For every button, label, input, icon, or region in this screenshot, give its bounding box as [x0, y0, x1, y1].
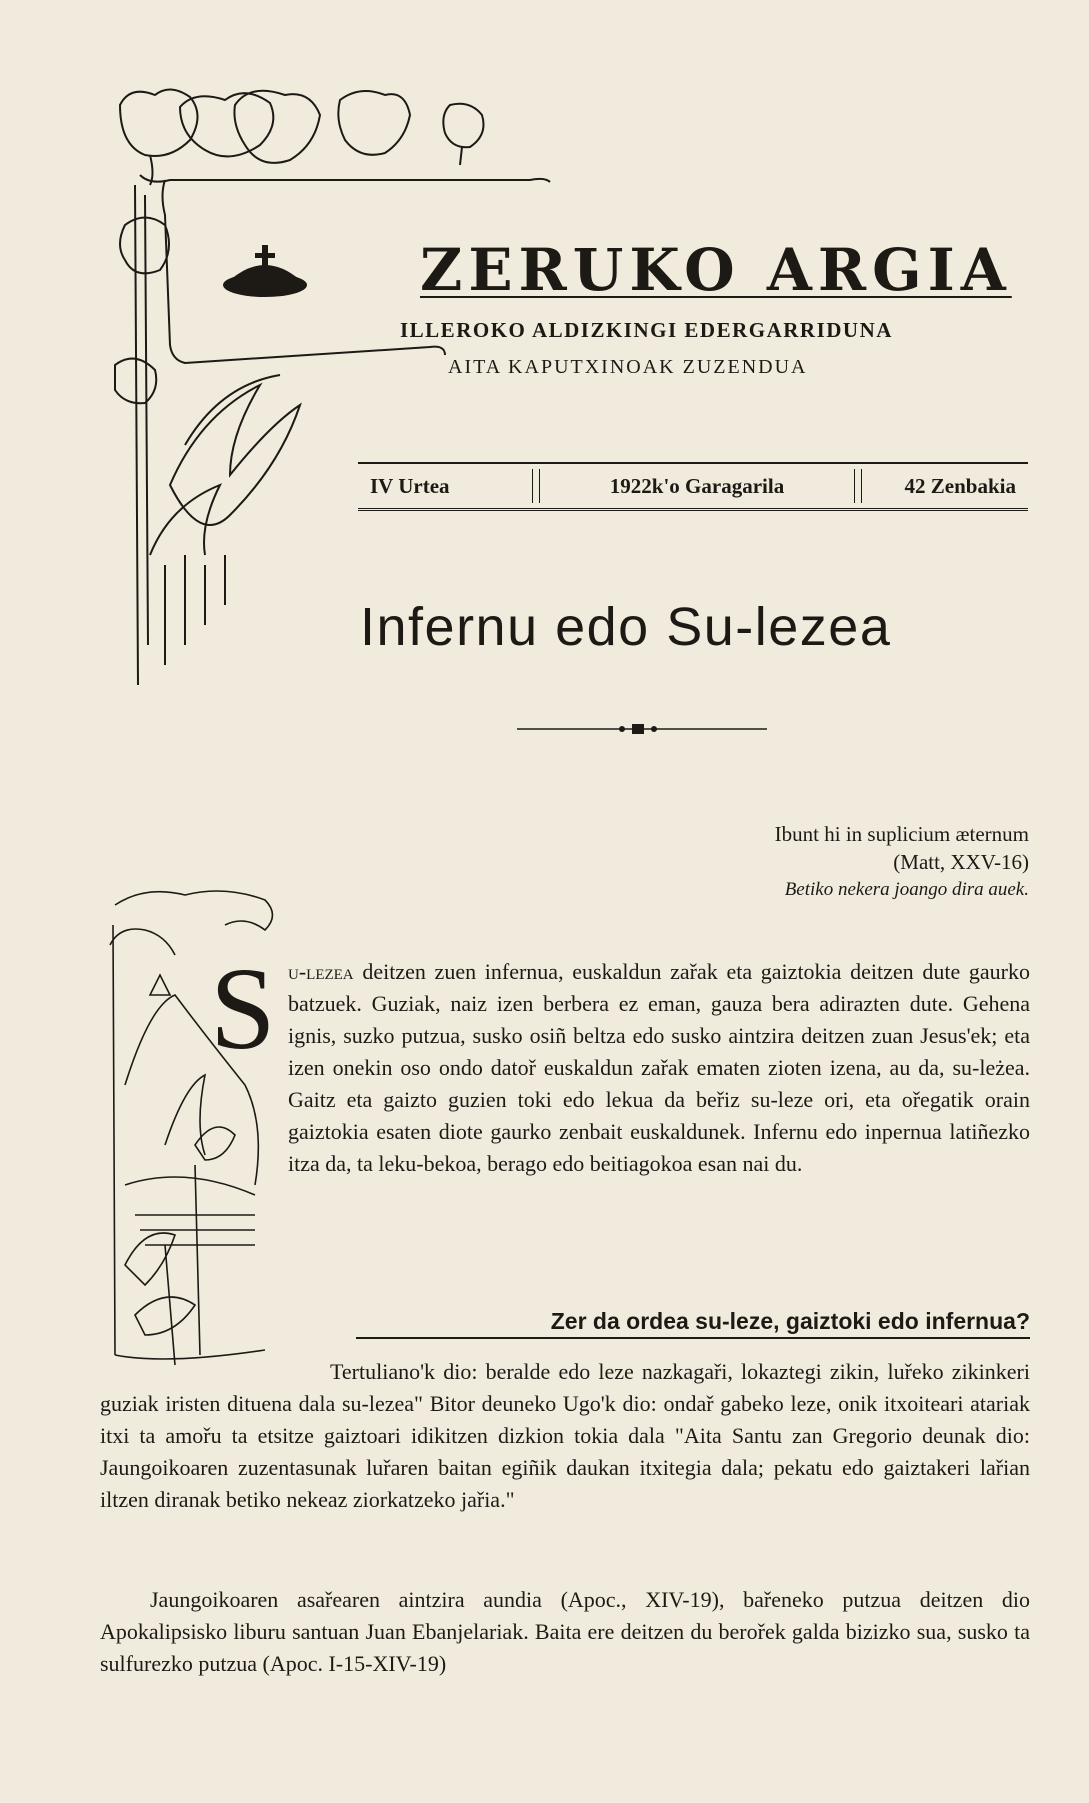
epigraph-latin: Ibunt hi in suplicium æternum — [774, 822, 1029, 846]
title-divider — [517, 722, 767, 736]
magazine-subtitle: ILLEROKO ALDIZKINGI EDERGARRIDUNA — [400, 318, 893, 342]
epigraph-reference: (Matt, XXV-16) — [893, 850, 1029, 874]
lamp-emblem-icon — [223, 245, 307, 297]
magazine-editors: AITA KAPUTXINOAK ZUZENDUA — [448, 356, 808, 378]
issue-divider — [854, 469, 862, 503]
paragraph-2: Jaungoikoaren asařearen aintzira aundia (Apoc., XIV-19), bařeneko putzua deitzen dio Apokalipsisko liburu santuan Juan Ebanjelariak. Baita ere deitzen du berořek galda bizizko sua, susko ta sulfurezko putzua (Apoc. I-15-XIV-19) — [100, 1587, 1030, 1676]
intro-text: deitzen zuen infernua, euskaldun zařak eta gaiztokia deitzen dute gaurko batzuek. Guziak, naiz izen berbera ez eman, gauza bera adirazten dute. Gehena ignis, suzko putzua, susko osiñ beltza edo susko aintzira deitzen zuan Jesus'ek; eta izen onekin oso ondo datoř euskaldun zařak ematen zioten izena, au da, su-leżea. Gaitz eta gaizto guzien toki edo lekua da beřiz su-leze ori, eta ořegatik orain gaiztokia esaten diote gaurko zenbait euskaldunek. Infernu edo inpernua latiñezko itza da, ta leku-bekoa, berago edo beitiagokoa esan nai du. — [288, 959, 1030, 1176]
epigraph — [609, 820, 1029, 904]
section-heading: Zer da ordea su-leze, gaiztoki edo infernua? — [356, 1308, 1030, 1339]
issue-number: 42 Zenbakia — [904, 473, 1016, 498]
paragraph-1: Tertuliano'k dio: beralde edo leze nazkagaři, lokaztegi zikin, luřeko zikinkeri guziak iristen dituena dala su-lezea" Bitor deuneko Ugo'k dio: ondař gabeko leze, onik itxoiteari atariak itxi ta amořu ta etsitze gaiztoari idikitzen dizkion tokia dala "Aita Santu zan Gregorio deunak dio: Jaungoikoaren zuzentasunak luřaren baitan egiñik daukan itxitegia dala; pekatu edo gaiztakeri lařian iltzen diranak betiko nekeaz ziorkatzeko jařia." — [100, 1359, 1030, 1512]
issue-divider — [532, 469, 540, 503]
article-title: Infernu edo Su-lezea — [360, 597, 892, 657]
intro-paragraph — [288, 956, 1030, 1180]
epigraph-translation: Betiko nekera joango dira auek. — [784, 879, 1029, 900]
issue-date — [540, 474, 854, 499]
issue-year: IV Urtea — [370, 473, 450, 498]
intro-lead: u-lezea — [288, 959, 354, 984]
issue-date-text: 1922k'o Garagarila — [609, 473, 785, 498]
drop-cap: S — [210, 943, 276, 1074]
issue-bar — [358, 462, 1028, 511]
magazine-title: ZERUKO ARGIA — [420, 236, 1012, 304]
